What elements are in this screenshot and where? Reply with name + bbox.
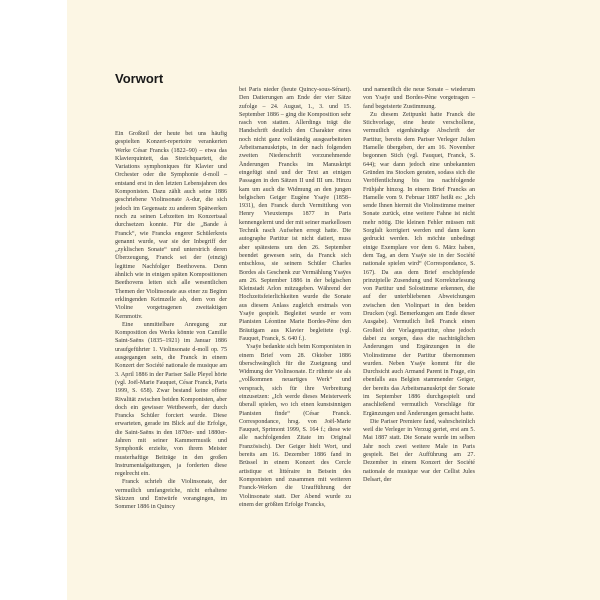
document-page — [67, 0, 600, 600]
paragraph: Die Pariser Premiere fand, wahrscheinlich weil die Verleger in Verzug geriet, erst am 5. Mai 1887 statt. Die Sonate wurde im selben Jahr noch zwei weitere Male in Paris gespielt. Bei der Aufführung am 27. Dezember in einem Konzert der Société nationale de musique war der Cellist Jules Delsart, der — [363, 418, 475, 483]
paragraph: Franck schrieb die Violinsonate, der vermutlich umfangreiche, nicht erhaltene Skizzen und Entwürfe vorangingen, im Sommer 1886 in Quincy — [115, 479, 227, 511]
text-column-1 — [115, 130, 227, 512]
paragraph: bei Paris nieder (heute Quincy-sous-Sénart). Den Datierungen am Ende der vier Sätze zufolge – 24. August, 1., 3. und 15. September 1886 – ging die Komposition sehr rasch von statten. Allerdings trägt die Handschrift deutlich den Charakter eines noch nicht ganz vollständig ausgearbeiteten Arbeitsmanuskripts, in der nach folgenden zweiten Niederschrift vorzunehmende Änderungen Francks im Manuskript eingefügt sind und der Text an einigen Passagen in den Sätzen II und III um. Hinzu kam um auch die Widmung an den jungen belgischen Geiger Eugène Ysaÿe (1858–1931), den Franck durch Vermittlung von Henry Vieuxtemps 1877 in Paris kennengelernt und der mit seiner markellosen Technik rasch Aufsehen erregt hatte. Die autographe Partitur ist nicht datiert, muss aber spätestens um den 26. September beendet gewesen sein, da Franck sich entschloss, sie seinem Schüler Charles Bordes als Geschenk zur Vermählung Ysaÿes am 26. September 1886 in der belgischen Kleinstadt Arlon mitzugeben. Während der Hochzeitsfeierlichkeiten wurde die Sonate aus diesem Anlass zugleich erstmals von Ysaÿe gespielt. Begleitet wurde er vom Pianisten Léontine Marie Bordes-Pène den Bräutigam aus Klavier begleitete (vgl. Fauquet, Franck, S. 640 f.). — [239, 87, 351, 342]
paragraph: Eine unmittelbare Anregung zur Komposition des Werks könnte von Camille Saint-Saëns (1835–1921) im Januar 1886 uraufgeführter 1. Violinsonate d-moll op. 75 ausgegangen sein, die Franck in einem Konzert der Société nationale de musique am 3. April 1886 in der Pariser Salle Pleyel hörte (vgl. Joël-Marie Fauquet, César Franck, Paris 1999, S. 658). Zwar bestand keine offene Rivalität zwischen beiden Komponisten, aber doch ein gewisser Wettbewerb, der durch Francks Schüler forciert wurde. Diese erwarteten, gerade im Blick auf die Erfolge, die Saint-Saëns in den 1870er- und 1880er-Jahren mit seiner Kammermusik und Symphonik erzielte, von ihrem Meister musterhaftige Beiträge in den großen Instrumentalgattungen, ja forderten diese regelrecht ein. — [115, 321, 227, 478]
paragraph: Ysaÿe bedankte sich beim Komponisten in einem Brief vom 28. Oktober 1886 überschwänglich für die Zueignung und Widmung der Violinsonate. Er rühmte sie als „vollkommen neuartiges Werk“ und versprach, sich für ihre Verbreitung einzusetzen: „Ich werde dieses Meisterwerk überall spielen, wo ich einen kunstsinnigen Pianisten finde“ (César Franck. Correspondance, hrsg. von Joël-Marie Fauquet, Sprimont 1999, S. 164 f.; diese wie alle nachfolgenden Zitate im Original Französisch). Der Geiger hielt Wort, und bereits am 16. Dezember 1886 fand in Brüssel in einem Konzert des Cercle artistique et littéraire in Beisein des Komponisten und zusammen mit weiteren Franck-Werken die Uraufführung der Violinsonate statt. Der Abend wurde zu einem der größten Erfolge Francks, — [239, 344, 351, 508]
page-title: Vorwort — [115, 71, 164, 86]
text-column-2 — [239, 86, 351, 509]
paragraph: Ein Großteil der heute bei uns häufig gespielten Konzert-repertoire verankerten Werke César Francks (1822–90) – etwa das Klavierquintett, das Streichquartett, die Variations symphoniques für Klavier und Orchester oder die Symphonie d-moll – entstand erst in den letzten Lebensjahren des Komponisten. Dazu zählt auch seine 1886 geschriebene Violinsonate A-dur, die sich jedoch im Gegensatz zu anderen Spätwerken noch zu seinen Lebzeiten im Konzertsaal durchsetzen konnte. Für die „Bande à Franck“, wie Francks engerer Schülerkreis genannt wurde, war sie der Inbegriff der „zyklischen Sonate“ und unterstrich deren Überzeugung, Franck sei der (einzig) legitime Nachfolger Beethovens. Denn ähnlich wie in einigen späten Kompositionen Beethovens leiten sich alle wesentlichen Themen der Violinsonate aus einer zu Beginn erklingenden Keimzelle ab, dem von der Violine vorgetragenen zweitaktigen Kernmotiv. — [115, 131, 227, 320]
paragraph: und namentlich die neue Sonate – wiederum von Ysaÿe und Bordes-Pène vorgetragen – fand begeisterte Zustimmung. — [363, 87, 475, 110]
text-column-3 — [363, 86, 475, 484]
paragraph: Zu diesem Zeitpunkt hatte Franck die Stichvorlage, eine heute verschollene, vermutlich eigenhändige Abschrift der Partitur, bereits dem Pariser Verleger Julien Hamelle übergeben, der am 16. November begonnen Stich (vgl. Fauquet, Franck, S. 644); war dann jedoch eine unbekannten Gründen ins Stocken geraten, sodass sich die Veröffentlichung bis ins nachfolgende Frühjahr hinzog. In einem Brief Francks an Hamelle vom 9. Februar 1887 heißt es: „Ich sende Ihnen hiermit die Violinstimme meiner Sonate zurück, eine weitere Fahne ist nicht mehr nötig. Die kleinen Fehler müssen mit Sorgfalt korrigiert werden und dann kann gedruckt werden. Ich möchte unbedingt einige Exemplare vor dem 6. März haben, dem Tag, an dem Ysaÿe sie in der Société nationale spielen wird“ (Correspondance, S. 167). Da aus dem Brief erschöpfende prinzipielle Zusendung und Korrekturlesung von Partitur und Solostimme erkennen, die auf der unterbliebenen Abweichungen zwischen den Violinpart in den beiden Drucken (vgl. Bemerkungen am Ende dieser Ausgabe). Vermutlich ließ Franck einen Großteil der Vorlagenpartitur, ohne jedoch dabei zu sorgen, dass die nachträglichen Änderungen und Ergänzungen in die Violinstimme der Partitur übernommen wurden. Neben Ysaÿe kommt für die Durchsicht auch Armand Parent in Frage, ein ebenfalls aus Belgien stammender Geiger, der bereits das Arbeitsmanuskript der Sonate im September 1886 durchgespielt und anschließend vermutlich Vorschläge für Ergänzungen und Änderungen gemacht hatte. — [363, 111, 475, 417]
